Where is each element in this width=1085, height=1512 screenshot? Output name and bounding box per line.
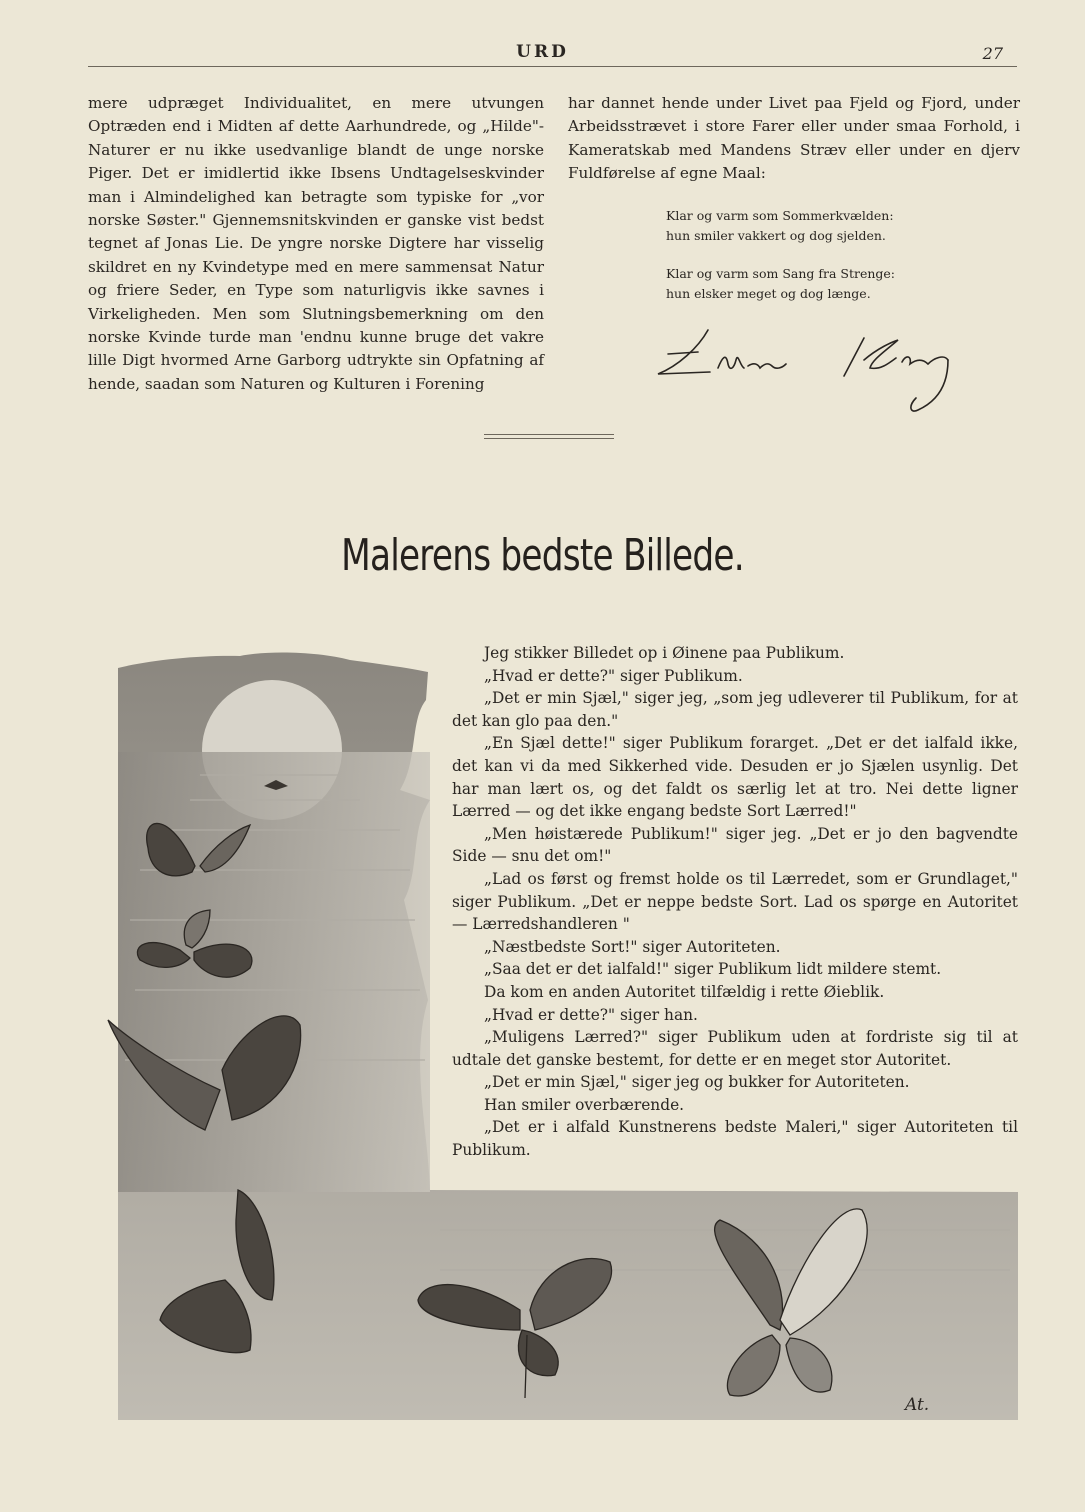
story-paragraph: Da kom en anden Autoritet tilfældig i rette Øieblik.	[484, 982, 885, 1001]
story-paragraph: „Saa det er det ialfald!" siger Publikum lidt mildere stemt.	[484, 960, 942, 979]
page-number: 27	[982, 44, 1003, 63]
story-paragraph: Jeg stikker Billedet op i Øinene paa Publikum.	[484, 644, 845, 662]
story-paragraph: Han smiler overbærende.	[484, 1095, 685, 1114]
story-paragraph: „Det er i alfald Kunstnerens bedste Maleri," siger Autoriteten til Publikum.	[452, 1118, 1018, 1160]
story-paragraph: „Muligens Lærred?" siger Publikum uden at fordriste sig til at udtale det ganske bestemt, for dette er en meget stor Autoritet.	[452, 1028, 1018, 1069]
story-paragraph: „En Sjæl dette!" siger Publikum forarget. „Det er det ialfald ikke, det kan vi da med Sikkerhed vide. Desuden er jo Sjælen usynlig. Det har man lært os, og det faldt os særlig let at tro. Nei dette ligner Lærred — og det ikke engang bedste Sort Lærred!"	[452, 734, 1018, 821]
story-paragraph: „Lad os først og fremst holde os til Lærredet, som er Grundlaget," siger Publikum. „Det er neppe bedste Sort. Lad os spørge en Autoritet — Lærredshandleren "	[452, 869, 1018, 934]
story-paragraph: „Hvad er dette?" siger han.	[484, 1005, 698, 1024]
story-paragraph: „Det er min Sjæl," siger jeg, „som jeg udleverer til Publikum, for at det kan glo paa den."	[452, 689, 1018, 730]
artist-monogram: At.	[905, 1395, 930, 1415]
poem-line: Klar og varm som Sang fra Strenge:	[666, 266, 896, 281]
poem-line: hun smiler vakkert og dog sjelden.	[666, 228, 886, 243]
story-paragraph: „Men høistærede Publikum!" siger jeg. „Det er jo den bagvendte Side — snu det om!"	[452, 824, 1018, 866]
story-text	[452, 642, 1018, 1162]
right-column-text: har dannet hende under Livet paa Fjeld og Fjord, under Arbeidsstrævet i store Farer eller under smaa Forhold, i Kameratskab med Mandens Stræv eller under en djerv Fuldførelse af egne Maal:	[568, 94, 1020, 183]
left-column-text: mere udpræget Individualitet, en mere utvungen Optræden end i Midten af dette Aarhundrede, og „Hilde"-Naturer er nu ikke usedvanlige blandt de unge norske Piger. Det er imidlertid ikke Ibsens Undtagelseskvinder man i Almindelighed kan betragte som typiske for „vor norske Søster." Gjennemsnitskvinden er ganske vist bedst tegnet af Jonas Lie. De yngre norske Digtere har visselig skildret en ny Kvindetype med en mere sammensat Natur og friere Seder, en Type som naturligvis ikke savnes i Virkeligheden. Men som Slutningsbemerkning om den norske Kvinde turde man 'endnu kunne bruge det vakre lille Digt hvormed Arne Garborg udtrykte sin Opfatning af hende, saadan som Naturen og Kulturen i Forening	[88, 94, 544, 393]
story-paragraph: „Det er min Sjæl," siger jeg og bukker for Autoriteten.	[484, 1073, 910, 1092]
poem-line: hun elsker meget og dog længe.	[666, 286, 871, 301]
story-title: Malerens bedste Billede.	[341, 530, 744, 581]
poem-line: Klar og varm som Sommerkvælden:	[666, 208, 894, 223]
story-paragraph: „Næstbedste Sort!" siger Autoriteten.	[484, 937, 781, 956]
story-paragraph: „Hvad er dette?" siger Publikum.	[484, 666, 743, 685]
running-header: URD	[516, 42, 569, 62]
